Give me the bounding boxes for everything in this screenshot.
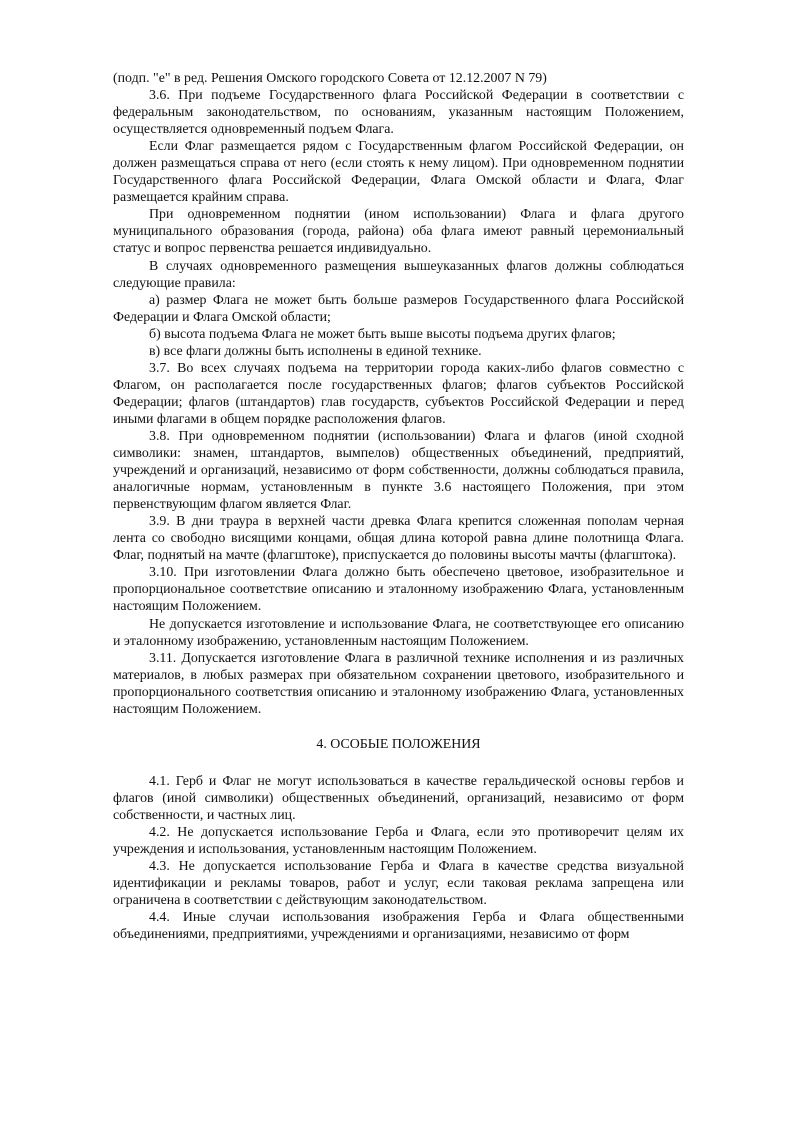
document-page <box>113 70 684 943</box>
list-item-b: б) высота подъема Флага не может быть выше высоты подъема других флагов; <box>149 326 616 342</box>
amendment-note: (подп. "е" в ред. Решения Омского городского Совета от 12.12.2007 N 79) <box>113 71 547 86</box>
paragraph-3-9: 3.9. В дни траура в верхней части древка Флага крепится сложенная пополам черная лента со свободно висящими концами, общая длина которой равна длине полотнища Флага. Флаг, поднятый на мачте (флагштоке), приспускается до половины высоты мачты (флагштока). <box>113 514 684 564</box>
paragraph-3-10: 3.10. При изготовлении Флага должно быть обеспечено цветовое, изобразительное и пропорциональное соответствие описанию и эталонному изображению Флага, установленным настоящим Положением. <box>113 565 684 615</box>
list-item-c: в) все флаги должны быть исполнены в единой технике. <box>149 343 482 359</box>
list-item-a: а) размер Флага не может быть больше размеров Государственного флага Российской Федерации и Флага Омской области; <box>113 292 684 325</box>
paragraph-3-11: 3.11. Допускается изготовление Флага в различной технике исполнения и из различных материалов, в любых размерах при обязательном сохранении цветового, изобразительного и пропорционального соответствия описанию и эталонному изображению Флага, установленных настоящим Положением. <box>113 650 684 717</box>
paragraph-4-2: 4.2. Не допускается использование Герба и Флага, если это противоречит целям их учреждения и использования, установленным настоящим Положением. <box>113 824 684 857</box>
paragraph-flag-placement: Если Флаг размещается рядом с Государственным флагом Российской Федерации, он должен размещаться справа от него (если стоять к нему лицом). При одновременном поднятии Государственного флага Российской Федерации, Флага Омской области и Флага, Флаг размещается крайним справа. <box>113 139 684 206</box>
paragraph-4-4: 4.4. Иные случаи использования изображения Герба и Флага общественными объединениями, предприятиями, учреждениями и организациями, независимо от форм <box>113 910 684 943</box>
paragraph-3-6: 3.6. При подъеме Государственного флага Российской Федерации в соответствии с федеральным законодательством, по основаниям, указанным настоящим Положением, осуществляется одновременный подъем Флага. <box>113 88 684 138</box>
section-heading: 4. ОСОБЫЕ ПОЛОЖЕНИЯ <box>316 736 481 752</box>
paragraph-3-7: 3.7. Во всех случаях подъема на территории города каких-либо флагов совместно с Флагом, он располагается после государственных флагов; флагов субъектов Российской Федерации; флагов (штандартов) глав государств, субъектов Российской Федерации и перед иными флагами в общем порядке расположения флагов. <box>113 360 684 427</box>
paragraph-3-8: 3.8. При одновременном поднятии (использовании) Флага и флагов (иной сходной символики: знамен, штандартов, вымпелов) общественных объединений, предприятий, учреждений и организаций, независимо от форм собственности, должны соблюдаться правила, аналогичные нормам, установленным в пункте 3.6 настоящего Положения, при этом первенствующим флагом является Флаг. <box>113 428 684 513</box>
paragraph-flag-restriction: Не допускается изготовление и использование Флага, не соответствующее его описанию и эталонному изображению, установленным настоящим Положением. <box>113 616 684 649</box>
paragraph-rules-intro: В случаях одновременного размещения вышеуказанных флагов должны соблюдаться следующие правила: <box>113 258 684 291</box>
paragraph-4-3: 4.3. Не допускается использование Герба и Флага в качестве средства визуальной идентификации и рекламы товаров, работ и услуг, если таковая реклама запрещена или ограничена в соответствии с действующим законодательством. <box>113 859 684 909</box>
paragraph-municipal-flags: При одновременном поднятии (ином использовании) Флага и флага другого муниципального образования (города, района) оба флага имеют равный церемониальный статус и вопрос первенства решается индивидуально. <box>113 207 684 257</box>
paragraph-4-1: 4.1. Герб и Флаг не могут использоваться в качестве геральдической основы гербов и флагов (иной символики) общественных объединений, организаций, независимо от форм собственности, и частных лиц. <box>113 773 684 823</box>
